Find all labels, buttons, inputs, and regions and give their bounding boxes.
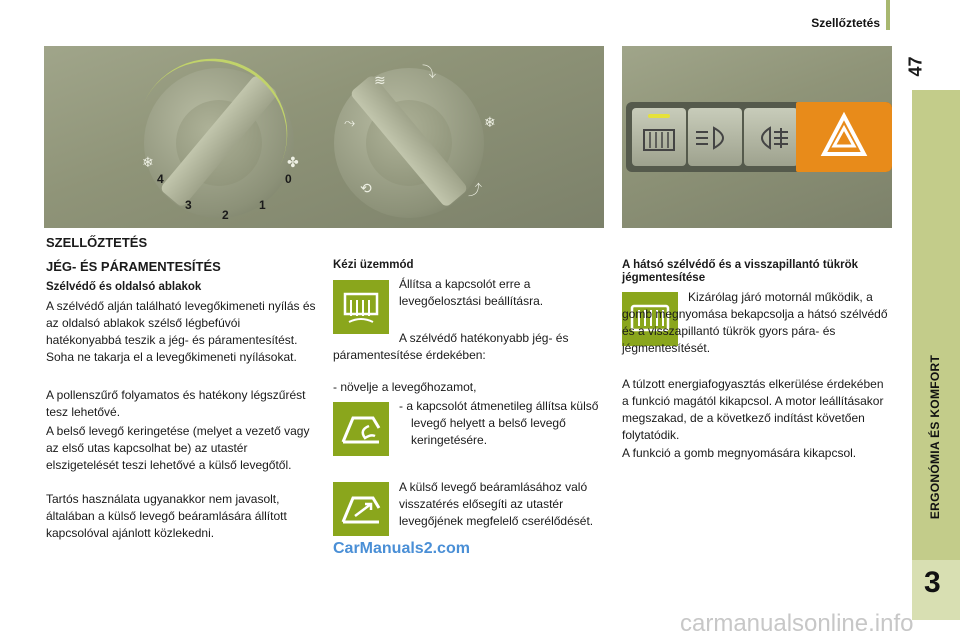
defrost-vent-icon: ❄: [484, 114, 496, 130]
header-title: Szellőztetés: [811, 16, 880, 30]
chapter-number: 3: [924, 566, 941, 599]
windscreen-distribution-icon: [333, 280, 389, 334]
recirculation-icon-box: [333, 402, 389, 456]
dials-photo: [44, 46, 604, 228]
outside-air-icon: ⤴: [468, 182, 482, 198]
fan-level-4-label: 4: [157, 172, 164, 186]
windscreen-distribution-icon-box: [333, 280, 389, 334]
front-fog-light-icon: [688, 108, 742, 166]
fan-level-0-label: 0: [285, 172, 292, 186]
fan-level-2-label: 2: [222, 208, 229, 222]
windscreen-paragraph-4: Tartós használata ugyanakkor nem javasolt, általában a külső levegő beáramlására állított kapcsolóval ajánlott közlekedni.: [46, 492, 287, 540]
rear-defrost-title: A hátsó szélvédő és a visszapillantó tükrök jégmentesítése: [622, 259, 859, 284]
air-recirculation-icon: [333, 402, 389, 456]
front-fog-light-button: [688, 108, 742, 166]
buttons-photo: [622, 46, 892, 228]
footwell-vent-icon: ⤵: [422, 64, 436, 80]
windscreen-paragraph-2: A pollenszűrő folyamatos és hatékony légszűrést tesz lehetővé.: [46, 388, 306, 419]
manual-mode-bullet-2: - a kapcsolót átmenetileg állítsa külső levegő helyett a belső levegő keringetésére.: [399, 399, 599, 447]
rear-fog-light-icon: [744, 108, 798, 166]
windscreen-block-title: Szélvédő és oldalsó ablakok: [46, 281, 202, 293]
rear-defrost-icon: [632, 108, 686, 166]
recirculation-icon: ⟲: [360, 180, 372, 196]
hazard-warning-button: [796, 102, 892, 172]
manual-mode-paragraph-1: Állítsa a kapcsolót erre a levegőelosztási beállításra.: [399, 277, 544, 308]
page-number: 47: [905, 56, 926, 77]
watermark-carmanuals2: CarManuals2.com: [333, 540, 470, 557]
rear-defrost-paragraph-2: A túlzott energiafogyasztás elkerülése érdekében a funkció magától kikapcsol. A motor leállításakor megszakad, de a következő indítást követően folytatódik.: [622, 377, 884, 442]
header-accent-bar: [886, 0, 890, 30]
watermark-carmanualsonline: carmanualsonline.info: [680, 610, 914, 637]
manual-mode-title: Kézi üzemmód: [333, 259, 414, 271]
rear-fog-light-button: [744, 108, 798, 166]
outside-air-icon-box: [333, 482, 389, 536]
manual-mode-paragraph-2: A szélvédő hatékonyabb jég- és páramentesítése érdekében:: [333, 331, 569, 362]
windscreen-paragraph-3: A belső levegő keringetése (melyet a vezető vagy az első utas kapcsolhat be) az utastér elszigetelését teszi lehetővé a külső levegőtől.: [46, 424, 310, 472]
windscreen-paragraph-1: A szélvédő alján található levegőkimeneti nyílás és az oldalsó ablakok szélső légbefúvói hatékonyabbá teszik a jég- és páramentesítést. Soha ne takarja el a levegőkimeneti nyílásokat.: [46, 299, 316, 364]
manual-mode-paragraph-3: A külső levegő beáramlásához való visszatérés elősegíti az utastér levegőjének megfelelő cserélődését.: [399, 480, 594, 528]
outside-air-intake-icon: [333, 482, 389, 536]
windscreen-vent-icon: ≋: [374, 72, 386, 88]
subsection-title: JÉG- ÉS PÁRAMENTESÍTÉS: [46, 259, 221, 274]
rear-defrost-paragraph-1: Kizárólag járó motornál működik, a gomb megnyomása bekapcsolja a hátsó szélvédő és a visszapillantó tükrök gyors pára- és jégmentesítését.: [622, 290, 888, 355]
chapter-side-label: ERGONÓMIA ÉS KOMFORT: [928, 354, 942, 520]
hazard-triangle-icon: [796, 102, 892, 172]
windscreen-defrost-icon: ❄: [142, 154, 154, 170]
fan-icon: ✤: [287, 154, 299, 170]
rear-defrost-paragraph-3: A funkció a gomb megnyomására kikapcsol.: [622, 446, 857, 460]
section-title: SZELLŐZTETÉS: [46, 235, 148, 250]
switch-panel: [626, 102, 892, 172]
manual-mode-bullet-1: - növelje a levegőhozamot,: [333, 380, 477, 394]
fan-level-1-label: 1: [259, 198, 266, 212]
face-vent-icon: ⤳: [344, 114, 356, 130]
fan-level-3-label: 3: [185, 198, 192, 212]
rear-defrost-button: [632, 108, 686, 166]
